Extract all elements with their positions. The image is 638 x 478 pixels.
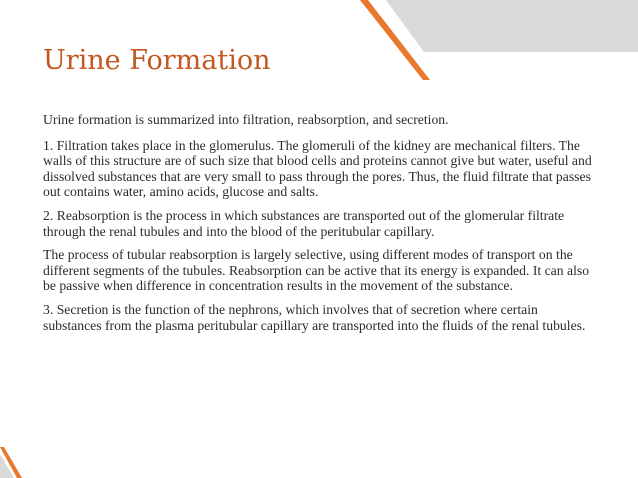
secretion-paragraph: 3. Secretion is the function of the nephrons, which involves that of secretion where certain substances from the plasma peritubular capillary are transported into the fluids of the renal tubules. xyxy=(43,301,586,333)
filtration-paragraph: 1. Filtration takes place in the glomerulus. The glomeruli of the kidney are mechanical filters. The walls of this structure are of such size that blood cells and proteins cannot give but water, useful and dissolved substances that are very small to pass through the pores. Thus, the fluid filtrate that passes out contains water, amino acids, glucose and salts. xyxy=(43,137,592,200)
gray-stripe-bottom xyxy=(0,454,14,478)
gray-stripe-top xyxy=(386,0,638,52)
orange-stripe-bottom xyxy=(0,447,22,478)
intro-paragraph: Urine formation is summarized into filtration, reabsorption, and secretion. xyxy=(43,112,449,127)
slide-title: Urine Formation xyxy=(43,45,271,76)
orange-stripe-top xyxy=(360,0,430,80)
slide-body xyxy=(43,112,599,341)
tubular-reabsorption-paragraph: The process of tubular reabsorption is largely selective, using different modes of transport on the different segments of the tubules. Reabsorption can be active that its energy is expanded. It can also be passive when difference in concentration results in the movement of the substance. xyxy=(43,247,590,294)
reabsorption-paragraph: 2. Reabsorption is the process in which substances are transported out of the glomerular filtrate through the renal tubules and into the blood of the peritubular capillary. xyxy=(43,207,565,239)
